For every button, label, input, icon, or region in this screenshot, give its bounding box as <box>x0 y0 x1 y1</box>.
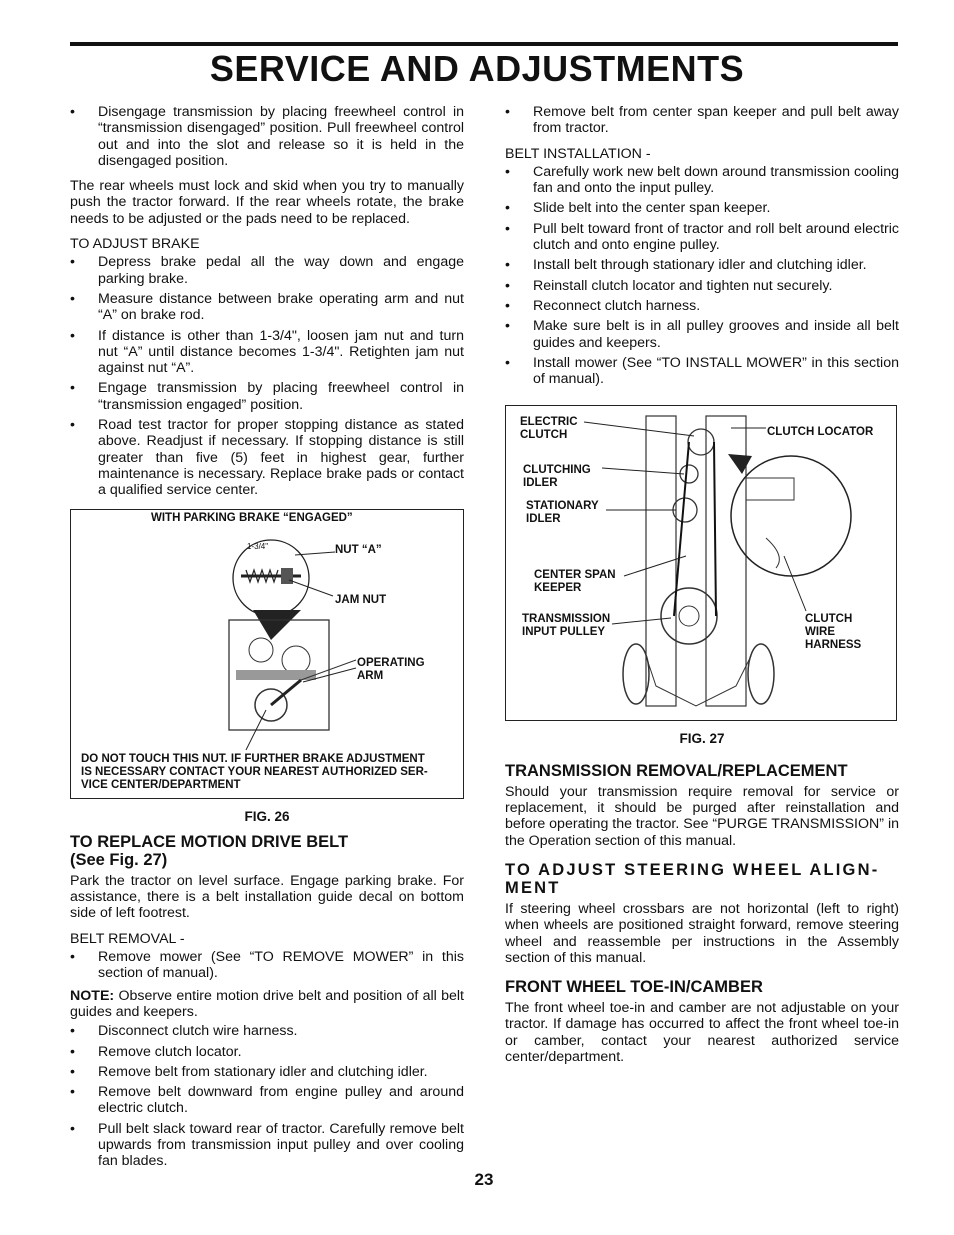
fig26-warning-line3: VICE CENTER/DEPARTMENT <box>81 778 241 791</box>
list-item: • Disengage transmission by placing freewheel control in “transmission disengaged” position. Pull freewheel control out and into the slot and release so it is held in the disengaged position. <box>70 104 464 169</box>
list-item: • Remove clutch locator. <box>70 1044 464 1060</box>
list-item: • Install belt through stationary idler and clutching idler. <box>505 257 899 273</box>
left-column <box>70 104 464 1179</box>
fig26-warning-line1: DO NOT TOUCH THIS NUT. IF FURTHER BRAKE ADJUSTMENT <box>81 752 425 765</box>
fig26-dimension-label: 1-3/4" <box>247 541 269 551</box>
note-text: Observe entire motion drive belt and position of all belt guides and keepers. <box>70 987 464 1020</box>
paragraph-park: Park the tractor on level surface. Engage parking brake. For assistance, there is a belt installation guide decal on bottom side of left footrest. <box>70 872 464 922</box>
list-adjust-brake <box>70 254 464 498</box>
fig27-clutch-wire-line3: HARNESS <box>805 639 862 652</box>
list-item: • Make sure belt is in all pulley grooves and inside all belt guides and keepers. <box>505 318 899 351</box>
figure-26-brake <box>70 509 464 799</box>
list-item: • Remove belt downward from engine pulley and around electric clutch. <box>70 1084 464 1117</box>
fig26-warning <box>81 753 428 792</box>
list-item: • Install mower (See “TO INSTALL MOWER” in this section of manual). <box>505 355 899 388</box>
fig27-clutching-idler-line1: CLUTCHING <box>523 464 591 477</box>
fig27-center-span-keeper-label <box>534 569 616 595</box>
list-item: • Engage transmission by placing freewheel control in “transmission engaged” position. <box>70 380 464 413</box>
page-number: 23 <box>474 1170 494 1189</box>
list-item: • Reinstall clutch locator and tighten nut securely. <box>505 278 899 294</box>
fig27-electric-clutch-line1: ELECTRIC <box>520 416 578 429</box>
fig27-center-span-line1: CENTER SPAN <box>534 569 616 582</box>
list-item: • Pull belt slack toward rear of tractor. Carefully remove belt upwards from transmission input pulley and over cooling fan blades. <box>70 1121 464 1170</box>
fig27-electric-clutch-label <box>520 416 578 442</box>
belt-removal-label: BELT REMOVAL - <box>70 930 185 947</box>
note-paragraph <box>70 988 464 1021</box>
list-item: • Slide belt into the center span keeper. <box>505 200 899 216</box>
fig27-stationary-idler-line2: IDLER <box>526 513 561 526</box>
paragraph-toe-in: The front wheel toe-in and camber are not adjustable on your tractor. If damage has occurred to affect the front wheel toe-in or camber, contact your nearest authorized service center/department. <box>505 1000 899 1066</box>
fig27-electric-clutch-line2: CLUTCH <box>520 429 568 442</box>
figure-27-belt <box>505 405 897 721</box>
note-label: NOTE: <box>70 987 115 1004</box>
right-column <box>505 104 899 1074</box>
fig26-nut-a-label: NUT “A” <box>335 543 382 556</box>
list-belt-removal-2 <box>70 1023 464 1169</box>
heading-replace-belt-line2: (See Fig. 27) <box>70 850 168 869</box>
header-rule <box>70 42 898 46</box>
fig26-jam-nut-label: JAM NUT <box>335 593 387 606</box>
fig26-operating-arm-label <box>357 657 425 683</box>
fig27-stationary-idler-line1: STATIONARY <box>526 500 599 513</box>
heading-replace-belt-line1: TO REPLACE MOTION DRIVE BELT <box>70 832 349 851</box>
fig26-caption: FIG. 26 <box>244 808 290 824</box>
fig27-caption: FIG. 27 <box>679 731 725 747</box>
fig27-center-span-line2: KEEPER <box>534 582 582 595</box>
list-belt-installation <box>505 164 899 388</box>
list-disengage <box>70 104 464 169</box>
list-item: • Road test tractor for proper stopping distance as stated above. Readjust if necessary. If stopping distance is still greater than five (5) feet in highest gear, further maintenance is necessary. Replace brake pads or contact a qualified service center. <box>70 417 464 498</box>
fig27-clutch-wire-line2: WIRE <box>805 626 836 639</box>
page-title: SERVICE AND ADJUSTMENTS <box>209 48 745 89</box>
belt-illustration <box>506 406 898 722</box>
list-item: • Depress brake pedal all the way down and engage parking brake. <box>70 254 464 287</box>
list-item: • Carefully work new belt down around transmission cooling fan and onto the input pulley. <box>505 164 899 197</box>
list-item: • If distance is other than 1-3/4", loosen jam nut and turn nut “A” until distance becomes 1-3/4". Retighten jam nut against nut “A”. <box>70 328 464 377</box>
list-item: • Measure distance between brake operating arm and nut “A” on brake rod. <box>70 291 464 324</box>
fig27-transmission-pulley-line2: INPUT PULLEY <box>522 626 606 639</box>
fig26-top-label: WITH PARKING BRAKE “ENGAGED” <box>151 511 353 524</box>
fig27-clutch-locator-label: CLUTCH LOCATOR <box>767 426 874 439</box>
paragraph-steering: If steering wheel crossbars are not horizontal (left to right) when wheels are positioned straight forward, remove steering wheel and reassemble per instructions in the Assembly section of this manual. <box>505 900 899 966</box>
adjust-brake-label: TO ADJUST BRAKE <box>70 236 200 253</box>
heading-steering-alignment: TO ADJUST STEERING WHEEL ALIGN-MENT <box>505 860 880 897</box>
list-item: • Remove belt from stationary idler and clutching idler. <box>70 1064 464 1080</box>
fig27-transmission-pulley-label <box>522 613 610 639</box>
list-item: • Remove mower (See “TO REMOVE MOWER” in this section of manual). <box>70 949 464 982</box>
list-item: • Remove belt from center span keeper and pull belt away from tractor. <box>505 104 899 137</box>
paragraph-transmission: Should your transmission require removal for service or replacement, it should be purged after reinstallation and before operating the tractor. See “PURGE TRANSMISSION” in the Operation section of this manual. <box>505 783 899 849</box>
heading-toe-in: FRONT WHEEL TOE-IN/CAMBER <box>505 978 763 997</box>
list-item: • Disconnect clutch wire harness. <box>70 1023 464 1039</box>
fig27-clutch-wire-harness-label <box>805 613 861 652</box>
list-belt-removal-1 <box>70 949 464 982</box>
belt-installation-label: BELT INSTALLATION - <box>505 145 651 162</box>
list-remove-keeper <box>505 104 899 137</box>
fig26-operating-arm-line1: OPERATING <box>357 656 425 669</box>
fig27-clutching-idler-line2: IDLER <box>523 477 558 490</box>
paragraph-brake-check: The rear wheels must lock and skid when you try to manually push the tractor forward. If the rear wheels rotate, the brake needs to be adjusted or the pads need to be replaced. <box>70 178 464 227</box>
list-item: • Pull belt toward front of tractor and roll belt around electric clutch and onto engine pulley. <box>505 221 899 254</box>
heading-transmission: TRANSMISSION REMOVAL/REPLACEMENT <box>505 761 848 780</box>
fig26-operating-arm-line2: ARM <box>357 669 384 682</box>
fig26-warning-line2: IS NECESSARY CONTACT YOUR NEAREST AUTHORIZED SER- <box>81 765 428 778</box>
list-item: • Reconnect clutch harness. <box>505 298 899 314</box>
fig27-clutching-idler-label <box>523 464 591 490</box>
heading-replace-belt <box>70 833 464 869</box>
fig27-clutch-wire-line1: CLUTCH <box>805 613 853 626</box>
fig27-stationary-idler-label <box>526 500 599 526</box>
fig27-transmission-pulley-line1: TRANSMISSION <box>522 613 611 626</box>
